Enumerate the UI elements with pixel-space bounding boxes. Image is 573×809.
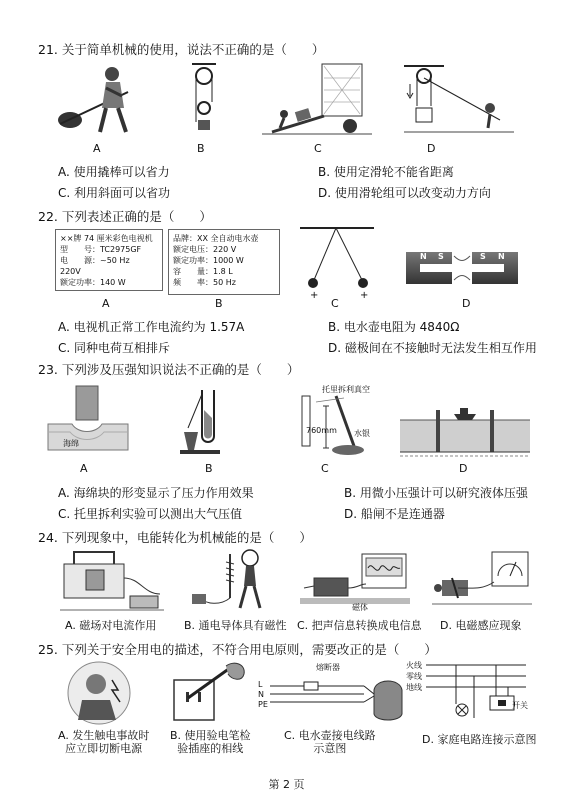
fig-label-23c: C — [321, 462, 329, 475]
line-PE-label: PE — [258, 700, 268, 709]
option-22a: A. 电视机正常工作电流约为 1.57A — [58, 320, 245, 334]
fig-label-23b: B — [205, 462, 213, 475]
kettle-nameplate — [168, 229, 280, 295]
question-21-stem: 21. 关于简单机械的使用，说法不正确的是（ ） — [38, 42, 325, 57]
fig-label-23d: D — [459, 462, 468, 475]
caption-25c-line-1: C. 电水壶接电线路 — [284, 729, 376, 742]
caption-25d-line-1: D. 家庭电路连接示意图 — [422, 733, 537, 746]
caption-24a: A. 磁场对电流作用 — [65, 619, 157, 632]
option-21d: D. 使用滑轮组可以改变动力方向 — [318, 186, 491, 200]
kettle-line-2: 额定电压：220 V — [173, 245, 237, 254]
kettle-line-1: 品牌：XX 全自动电水壶 — [173, 234, 259, 243]
option-23d: D. 船闸不是连通器 — [344, 507, 445, 521]
charge-sign-right: + — [360, 290, 369, 301]
caption-24d: D. 电磁感应现象 — [440, 619, 522, 632]
kettle-line-5: 频 率：50 Hz — [173, 278, 236, 287]
caption-24c: C. 把声信息转换成电信息 — [297, 619, 422, 632]
charge-sign-left: + — [310, 290, 319, 301]
magnet-pole-2: S — [438, 252, 444, 261]
magnet-pole-3: S — [480, 252, 486, 261]
question-22-stem: 22. 下列表述正确的是（ ） — [38, 209, 212, 224]
ship-lock-figure — [400, 400, 530, 458]
caption-25c-line-2: 示意图 — [313, 742, 347, 755]
electromagnet-figure — [190, 548, 270, 616]
caption-25a-line-1: A. 发生触电事故时 — [58, 729, 150, 742]
neutral-wire-label: 零线 — [406, 672, 422, 681]
switch-label: 开关 — [512, 701, 528, 710]
option-22c: C. 同种电荷互相排斥 — [58, 341, 171, 355]
fig-label-22d: D — [462, 297, 471, 310]
question-24-stem: 24. 下列现象中，电能转化为机械能的是（ ） — [38, 530, 312, 545]
option-21b: B. 使用定滑轮不能省距离 — [318, 165, 454, 179]
pulley-system-figure — [404, 62, 514, 142]
fixed-pulley-figure — [184, 62, 224, 142]
kettle-line-4: 容 量：1.8 L — [173, 267, 233, 276]
fig-label-21a: A — [93, 142, 101, 155]
caption-24b: B. 通电导体具有磁性 — [184, 619, 287, 632]
induction-figure — [432, 548, 532, 614]
option-23b: B. 用微小压强计可以研究液体压强 — [344, 486, 528, 500]
caption-25a-line-2: 应立即切断电源 — [65, 742, 143, 755]
option-23c: C. 托里拆利实验可以测出大气压值 — [58, 507, 243, 521]
fig-label-21c: C — [314, 142, 322, 155]
torricelli-label: 托里拆利真空 — [322, 385, 370, 394]
charged-balls-figure — [296, 226, 378, 292]
page-number: 第 2 页 — [268, 778, 305, 791]
live-wire-label: 火线 — [406, 661, 422, 670]
fig-label-22a: A — [102, 297, 110, 310]
caption-25d — [422, 731, 536, 747]
electric-shock-figure — [66, 660, 132, 726]
magnet-pole-1: N — [420, 252, 427, 261]
magnets-figure — [402, 244, 522, 288]
option-21a: A. 使用撬棒可以省力 — [58, 165, 170, 179]
tv-line-3: 电 源：~50 Hz 220V — [60, 256, 138, 276]
sponge-label: 海绵 — [63, 439, 79, 448]
kettle-line-3: 额定功率：1000 W — [173, 256, 244, 265]
tv-line-2: 型 号：TC2975GF — [60, 245, 142, 254]
ground-wire-label: 地线 — [406, 683, 422, 692]
line-N-label: N — [258, 690, 264, 699]
caption-25b-line-1: B. 使用验电笔检 — [170, 729, 251, 742]
incline-figure — [262, 62, 372, 142]
height-label: 760mm — [306, 426, 337, 435]
crowbar-figure — [50, 62, 150, 140]
mercury-label: 水银 — [354, 429, 370, 438]
pressure-gauge-figure — [180, 388, 240, 458]
tv-nameplate — [55, 229, 163, 291]
fuse-label: 熔断器 — [316, 663, 340, 672]
line-L-label: L — [258, 680, 263, 689]
caption-25b-line-2: 验插座的相线 — [177, 742, 244, 755]
fig-label-22c: C — [331, 297, 339, 310]
fig-label-21d: D — [427, 142, 436, 155]
option-22b: B. 电水壶电阻为 4840Ω — [328, 320, 460, 334]
fig-label-22b: B — [215, 297, 223, 310]
caption-25c — [284, 729, 376, 755]
kettle-circuit-figure — [264, 672, 404, 728]
fig-label-23a: A — [80, 462, 88, 475]
household-circuit-figure — [426, 660, 530, 728]
tv-line-1: ××牌 74 厘米彩色电视机 — [60, 234, 153, 243]
caption-25a — [58, 729, 149, 755]
magnet-pole-4: N — [498, 252, 505, 261]
option-23a: A. 海绵块的形变显示了压力作用效果 — [58, 486, 254, 500]
magnet-label: 磁体 — [352, 603, 368, 612]
caption-25b — [170, 729, 251, 755]
sponge-figure — [48, 384, 128, 454]
question-23-stem: 23. 下列涉及压强知识说法不正确的是（ ） — [38, 362, 300, 377]
test-pen-figure — [170, 660, 250, 726]
question-25-stem: 25. 下列关于安全用电的描述，不符合用电原则，需要改正的是（ ） — [38, 642, 437, 657]
option-21c: C. 利用斜面可以省功 — [58, 186, 171, 200]
fig-label-21b: B — [197, 142, 205, 155]
motor-figure — [60, 548, 164, 614]
tv-line-4: 额定功率：140 W — [60, 278, 126, 287]
option-22d: D. 磁极间在不接触时无法发生相互作用 — [328, 341, 537, 355]
